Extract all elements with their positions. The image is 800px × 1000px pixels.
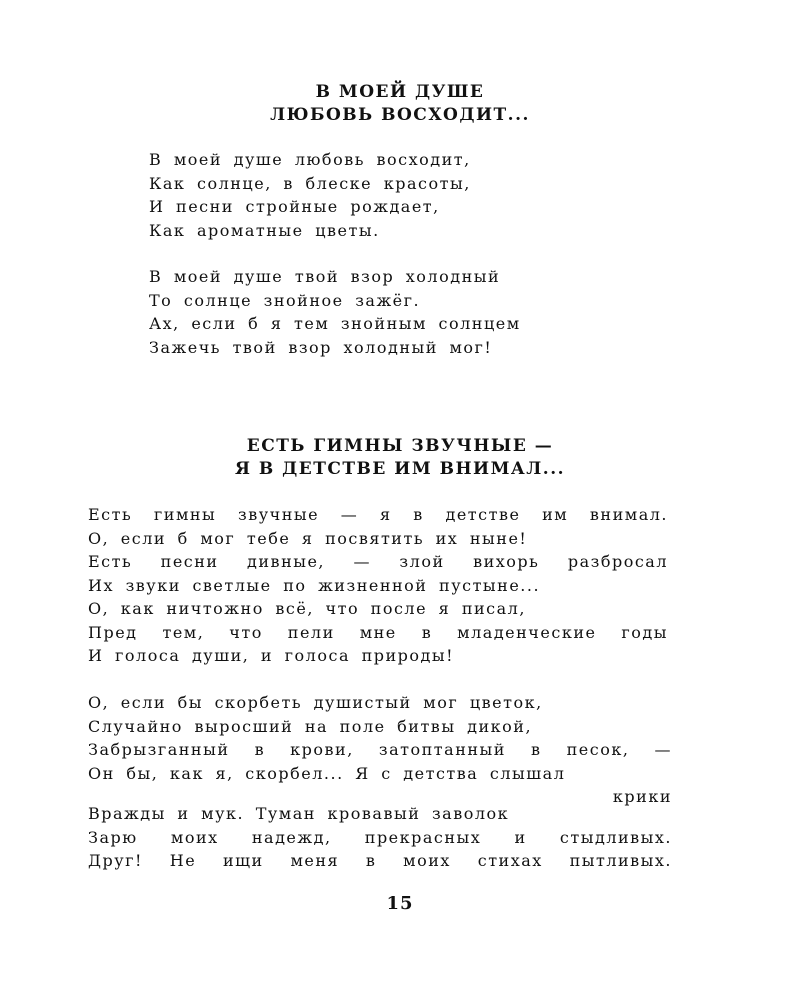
verse-line: Зажечь твой взор холодный мог! [149,337,493,357]
verse-line: Ах, если б я тем знойным солнцем [149,314,521,333]
verse-line: О, как ничтожно всё, что после я писал, [88,599,526,618]
poem-1-stanza-2 [149,265,521,359]
poem-2-stanza-3 [88,802,672,873]
verse-line: О, если б мог тебе я посвятить их ныне! [88,528,528,548]
verse-line: Как ароматные цветы. [149,220,380,240]
poem-2-title [0,435,800,481]
verse-line: Есть песни дивные, — злой вихорь разбросал [88,552,668,571]
verse-line: И голоса души, и голоса природы! [88,646,455,665]
verse-line: И песни стройные рождает, [149,197,440,216]
verse-line: Он бы, как я, скорбел... Я с детства слышал [88,763,566,783]
verse-line: Их звуки светлые по жизненной пустыне... [88,575,541,595]
verse-line: То солнце знойное зажёг. [149,290,421,310]
poem-1-title-line-1: В МОЕЙ ДУШЕ [315,82,485,102]
poem-2-stanza-2 [88,691,672,809]
poem-2-stanza-1 [88,503,668,668]
verse-line: Пред тем, что пели мне в младенческие годы [88,622,668,642]
verse-line: Друг! Не ищи меня в моих стихах пытливых. [88,851,672,870]
poem-2-title-line-2: Я В ДЕТСТВЕ ИМ ВНИМАЛ... [234,459,566,479]
poem-1-title [0,81,800,127]
verse-line: В моей душе твой взор холодный [149,267,501,286]
verse-line: О, если бы скорбеть душистый мог цветок, [88,693,543,712]
verse-line-continuation: крики [612,787,672,806]
verse-line: Забрызганный в крови, затоптанный в песок, — [88,740,672,759]
poem-2-title-line-1: ЕСТЬ ГИМНЫ ЗВУЧНЫЕ — [246,436,554,456]
poem-1-stanza-1 [149,148,471,242]
verse-line: Как солнце, в блеске красоты, [149,173,471,193]
page-number: 15 [386,893,414,914]
verse-line: В моей душе любовь восходит, [149,150,471,169]
verse-line: Случайно выросший на поле битвы дикой, [88,716,533,736]
poem-1-title-line-2: ЛЮБОВЬ ВОСХОДИТ... [270,105,530,125]
verse-line: Зарю моих надежд, прекрасных и стыдливых. [88,827,672,847]
verse-line: Вражды и мук. Туман кровавый заволок [88,804,510,823]
verse-line: Есть гимны звучные — я в детстве им внимал. [88,505,668,524]
